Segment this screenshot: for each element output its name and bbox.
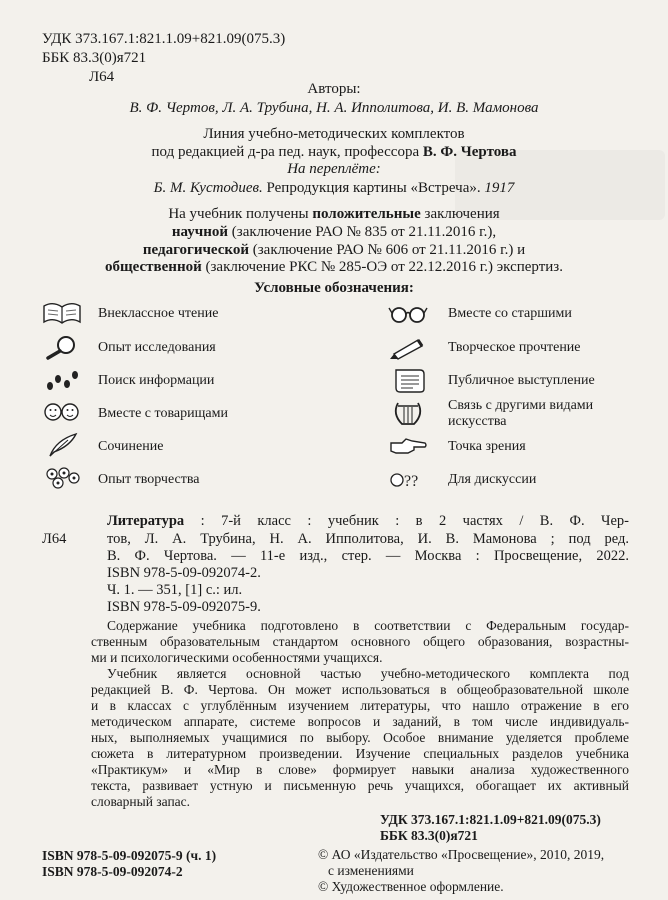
catalog-text: В. Ф. Чертова. — 11-е изд., стер. — Москва : Просвещение, 2022. [107,548,629,564]
series-line-1: Линия учебно-методических комплектов [203,126,465,142]
annotation-p2-line-4 [91,714,629,730]
footer-isbn-set: ISBN 978-5-09-092074-2 [42,864,183,879]
reviews-line-2 [0,223,668,241]
annotation-text: Учебник является основной частью учебно-методического комплекта под [107,666,629,681]
legend-arts-link-2: искусства [448,414,507,429]
reviews-text: (заключение РКС № 285-ОЭ от 22.12.2016 г.) экспертиз. [201,259,563,275]
legend-extracurricular-reading: Внеклассное чтение [98,306,219,321]
cover-label: На переплёте: [287,161,381,177]
catalog-text: : 7-й класс : учебник : в 2 частях / В. Ф. Чер- [184,513,629,529]
reviews-text: (заключение РАО № 835 от 21.11.2016 г.), [228,224,497,240]
legend-essay: Сочинение [98,439,164,454]
footer-udk: УДК 373.167.1:821.1.09+821.09(075.3) [380,812,601,827]
reviews-text: (заключение РАО № 606 от 21.11.2016 г.) и [249,242,526,258]
footprints-icon [42,366,82,392]
legend-discussion: Для дискуссии [448,472,537,487]
question-faces-icon [388,466,428,492]
cover-description [0,179,668,197]
annotation-p2-line-8 [91,778,629,794]
legend-creativity: Опыт творчества [98,472,200,487]
cover-year: 1917 [484,180,515,196]
annotation-text: и в классах с углублённым изучением литературы, что нашло отражение в его [91,698,629,713]
annotation-p2-line-2 [91,682,629,698]
reviews-line-3 [0,241,668,259]
catalog-part-pages: Ч. 1. — 351, [1] с.: ил. [107,582,243,598]
annotation-p2-line-5 [91,730,629,746]
cover-artist: Б. М. Кустодиев. [153,180,263,196]
authors-names: В. Ф. Чертов, Л. А. Трубина, Н. А. Ипполитова, И. В. Мамонова [129,100,539,116]
legend-research: Опыт исследования [98,340,216,355]
annotation-p1-line-3: ми и психологическими особенностями учащихся. [91,650,383,665]
annotation-text: Содержание учебника подготовлено в соответствии с Федеральным государ- [107,618,629,633]
flowers-icon [42,465,82,491]
open-book-icon [42,300,82,326]
scroll-icon [388,367,428,393]
author-mark: Л64 [89,69,115,85]
svg-text:??: ?? [404,473,419,490]
catalog-isbn-set: ISBN 978-5-09-092074-2. [107,565,261,581]
pencil-icon [388,334,428,360]
reviews-line-4 [0,258,668,276]
reviews-text: заключения [420,206,500,222]
review-pedagogical: педагогической [142,242,250,258]
legend-public-speech: Публичное выступление [448,373,595,388]
catalog-title: Литература [107,513,185,529]
catalog-isbn-part: ISBN 978-5-09-092075-9. [107,599,261,615]
catalog-text: тов, Л. А. Трубина, Н. А. Ипполитова, И. В. Мамонова ; под ред. [107,531,629,547]
series-line-2-prefix: под редакцией д-ра пед. наук, профессора [151,144,423,160]
series-line-2 [0,143,668,161]
annotation-text: ных, выполняемых учащимися по выбору. Особое внимание уделяется проблеме [91,730,629,745]
legend-info-search: Поиск информации [98,373,215,388]
pointing-hand-icon [388,433,428,459]
reviews-text: На учебник получены [168,206,313,222]
quill-pen-icon [42,432,82,458]
annotation-text: сюжета в литературном произведении. Изучение специальных разделов учебника [91,746,629,761]
children-faces-icon [42,399,82,425]
annotation-p2-line-1 [107,666,629,682]
review-scientific: научной [171,224,229,240]
review-public: общественной [105,259,202,275]
authors-label: Авторы: [307,81,361,97]
annotation-p2-line-3 [91,698,629,714]
bbk-code: ББК 83.3(0)я721 [42,50,147,66]
legend-arts-link: Связь с другими видами [448,398,594,413]
footer-bbk: ББК 83.3(0)я721 [380,828,478,843]
glasses-icon [388,301,428,327]
magnifier-icon [42,334,82,360]
catalog-line-1 [107,513,629,531]
annotation-text: редакцией В. Ф. Чертова. Он может использоваться в общеобразовательной школе [91,682,629,697]
annotation-text: «Практикум» и «Мир в слове» формирует навыки анализа художественного [91,762,629,777]
cover-text: Репродукция картины «Встреча». [262,180,485,196]
annotation-text: текста, развивает устную и письменную речь учащихся, обогащает их активный [91,778,629,793]
lyre-icon [388,400,428,426]
annotation-p1-line-1 [107,618,629,634]
copyright-design: © Художественное оформление. [318,879,504,894]
legend-point-of-view: Точка зрения [448,439,526,454]
footer-isbn-part-1: ISBN 978-5-09-092075-9 (ч. 1) [42,848,217,863]
catalog-code: Л64 [42,531,67,547]
reviews-line-1 [0,205,668,223]
legend-title: Условные обозначения: [254,280,414,296]
annotation-p2-line-7 [91,762,629,778]
copyright-publisher-note: с изменениями [328,863,414,878]
annotation-p1-line-2 [91,634,629,650]
catalog-line-3 [107,548,629,566]
legend-with-friends: Вместе с товарищами [98,406,228,421]
catalog-line-2 [107,531,629,549]
annotation-text: ственным образовательным стандартом основного общего образования, возрастны- [91,634,629,649]
reviews-positive: положительные [312,206,421,222]
legend-with-elders: Вместе со старшими [448,306,572,321]
copyright-publisher: © АО «Издательство «Просвещение», 2010, 2019, [318,847,605,862]
annotation-p2-line-6 [91,746,629,762]
udk-code: УДК 373.167.1:821.1.09+821.09(075.3) [42,31,286,47]
annotation-text: методическом аппарате, системе вопросов и заданий, в том числе индивидуаль- [91,714,629,729]
series-editor: В. Ф. Чертова [422,144,517,160]
legend-creative-reading: Творческое прочтение [448,340,581,355]
annotation-p2-line-9: словарный запас. [91,794,191,809]
